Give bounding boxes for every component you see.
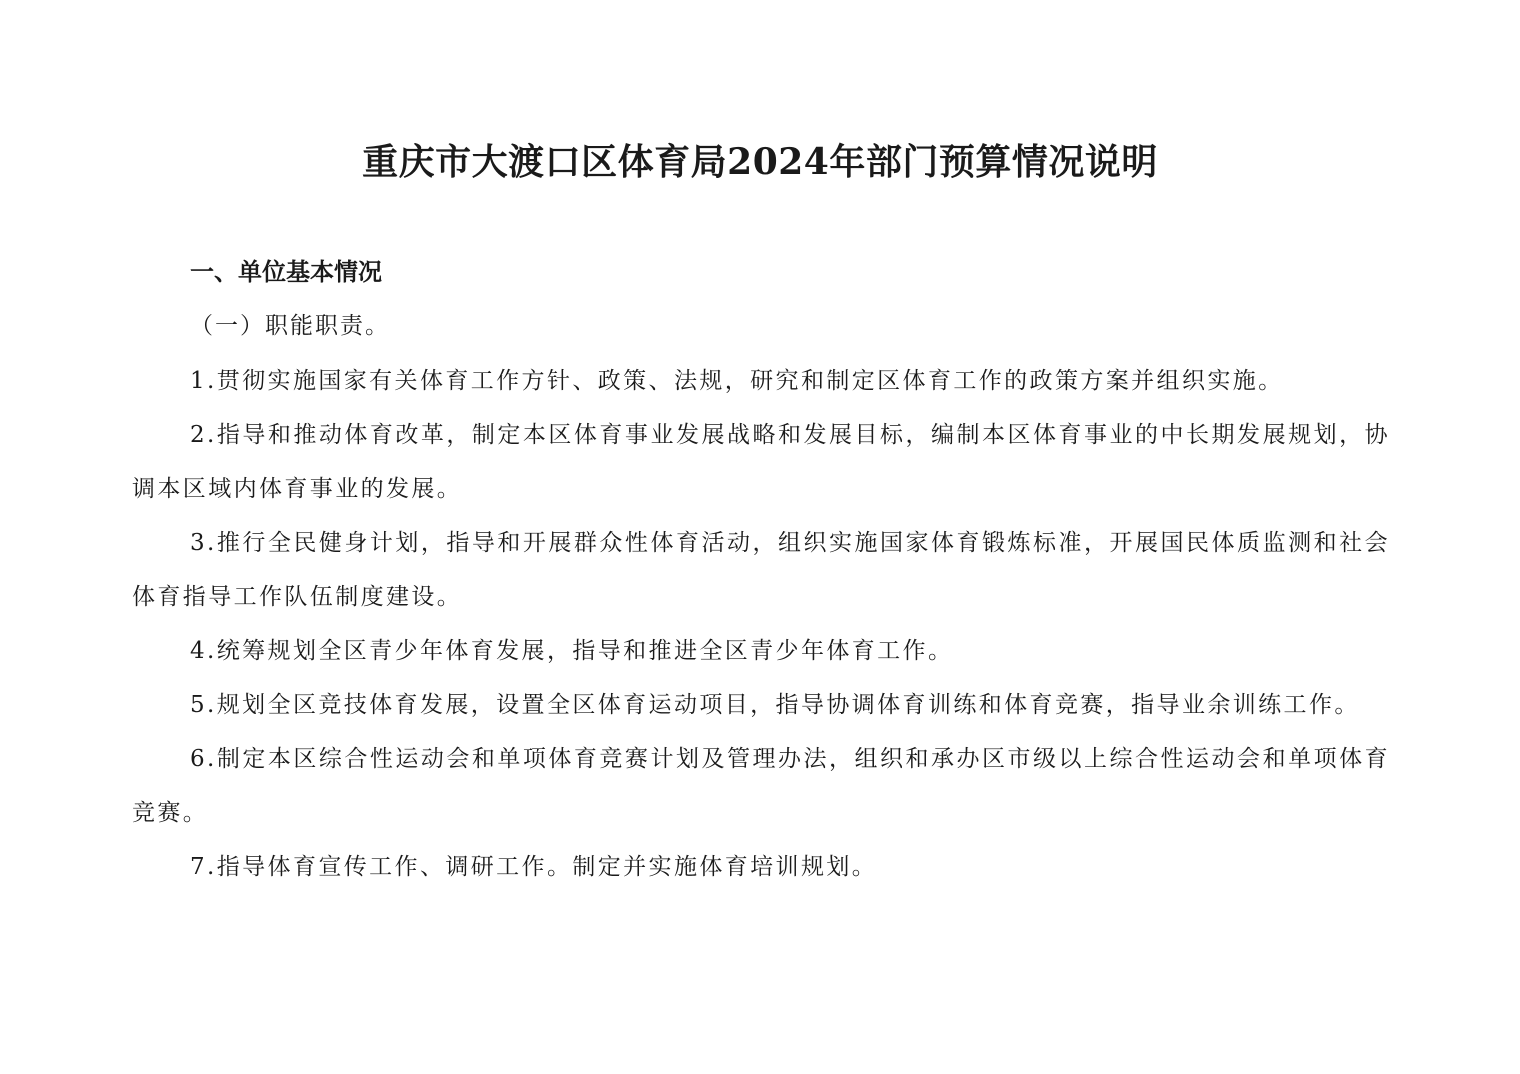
section-heading: 一、单位基本情况	[190, 258, 382, 286]
paragraph-5: 5.规划全区竞技体育发展，设置全区体育运动项目，指导协调体育训练和体育竞赛，指导业余训练工作。	[190, 692, 1360, 718]
paragraph-4: 4.统筹规划全区青少年体育发展，指导和推进全区青少年体育工作。	[190, 638, 954, 664]
paragraph-6: 6.制定本区综合性运动会和单项体育竞赛计划及管理办法，组织和承办区市级以上综合性运动会和单项体育竞赛。	[132, 746, 1390, 826]
subsection-heading: （一）职能职责。	[190, 313, 390, 339]
paragraph-7: 7.指导体育宣传工作、调研工作。制定并实施体育培训规划。	[190, 854, 878, 880]
document-body	[132, 354, 1390, 894]
document-title: 重庆市大渡口区体育局2024年部门预算情况说明	[362, 141, 1158, 183]
paragraph-2: 2.指导和推动体育改革，制定本区体育事业发展战略和发展目标，编制本区体育事业的中长期发展规划，协调本区域内体育事业的发展。	[132, 422, 1390, 502]
paragraph-3: 3.推行全民健身计划，指导和开展群众性体育活动，组织实施国家体育锻炼标准，开展国民体质监测和社会体育指导工作队伍制度建设。	[132, 530, 1390, 610]
paragraph-1: 1.贯彻实施国家有关体育工作方针、政策、法规，研究和制定区体育工作的政策方案并组织实施。	[190, 368, 1284, 394]
